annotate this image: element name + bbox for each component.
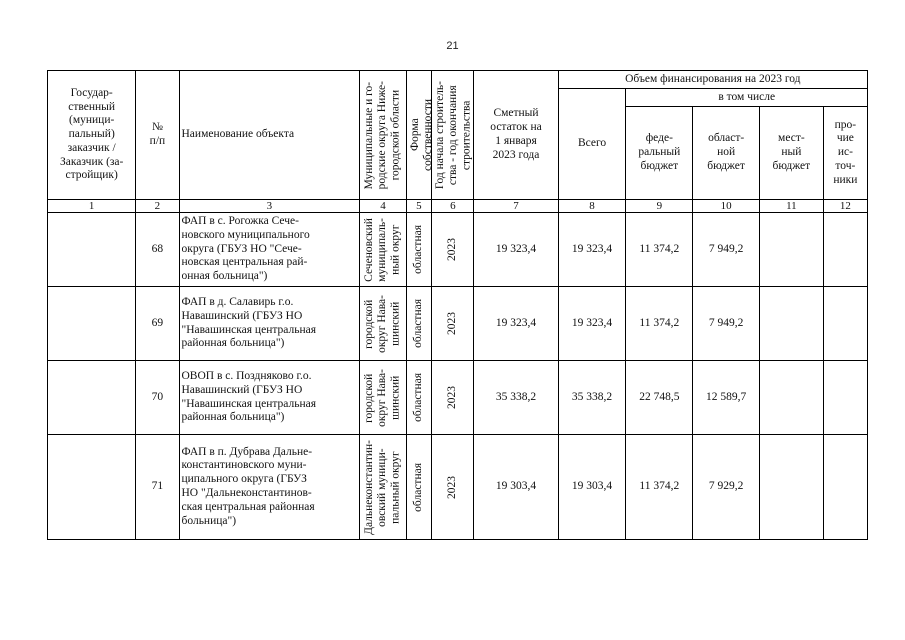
table-row bbox=[48, 287, 868, 361]
header-name: Наименование объекта bbox=[179, 71, 360, 200]
cell-total: 19 323,4 bbox=[558, 287, 626, 361]
cell-name: ФАП в п. Дубрава Дальне- константиновского муни- ципального округа (ГБУЗ НО "Дальнеконстантинов- ская центральная районная больница") bbox=[179, 435, 360, 540]
column-number: 11 bbox=[760, 200, 824, 213]
cell-regional: 12 589,7 bbox=[693, 361, 760, 435]
header-local: мест- ный бюджет bbox=[760, 107, 824, 200]
header-num: № п/п bbox=[136, 71, 179, 200]
cell-municipality: городской округ Нава- шинский bbox=[363, 294, 402, 353]
cell-federal: 11 374,2 bbox=[626, 213, 693, 287]
cell-local bbox=[760, 287, 824, 361]
header-regional: област- ной бюджет bbox=[693, 107, 760, 200]
cell-regional: 7 949,2 bbox=[693, 213, 760, 287]
cell-other bbox=[823, 287, 867, 361]
header-total: Всего bbox=[558, 89, 626, 200]
column-number: 5 bbox=[406, 200, 432, 213]
cell-ownership: областная bbox=[412, 462, 425, 512]
cell-num: 68 bbox=[136, 213, 179, 287]
cell-federal: 11 374,2 bbox=[626, 287, 693, 361]
cell-other bbox=[823, 213, 867, 287]
page-number: 21 bbox=[446, 40, 459, 52]
column-number: 6 bbox=[432, 200, 474, 213]
header-ownership: Форма собственности bbox=[408, 99, 434, 171]
cell-other bbox=[823, 361, 867, 435]
cell-regional: 7 929,2 bbox=[693, 435, 760, 540]
column-number: 2 bbox=[136, 200, 179, 213]
column-number: 9 bbox=[626, 200, 693, 213]
column-number: 7 bbox=[474, 200, 558, 213]
table-row bbox=[48, 213, 868, 287]
cell-municipality: городской округ Нава- шинский bbox=[363, 368, 402, 427]
cell-ownership: областная bbox=[412, 373, 425, 422]
header-federal: феде- ральный бюджет bbox=[626, 107, 693, 200]
cell-name: ОВОП в с. Поздняково г.о. Навашинский (ГБУЗ НО "Навашинская центральная районная больница") bbox=[179, 361, 360, 435]
cell-estimate: 19 303,4 bbox=[474, 435, 558, 540]
cell-ownership: областная bbox=[412, 225, 425, 274]
header-funding: Объем финансирования на 2023 год bbox=[558, 71, 867, 89]
cell-customer bbox=[48, 361, 136, 435]
cell-customer bbox=[48, 213, 136, 287]
cell-total: 19 323,4 bbox=[558, 213, 626, 287]
header-other: про- чие ис- точ- ники bbox=[823, 107, 867, 200]
column-number: 4 bbox=[360, 200, 406, 213]
column-number: 12 bbox=[823, 200, 867, 213]
column-number: 10 bbox=[693, 200, 760, 213]
cell-federal: 11 374,2 bbox=[626, 435, 693, 540]
financing-table bbox=[47, 70, 868, 540]
cell-local bbox=[760, 361, 824, 435]
cell-estimate: 19 323,4 bbox=[474, 213, 558, 287]
header-estimate: Сметный остаток на 1 января 2023 года bbox=[474, 71, 558, 200]
cell-name: ФАП в д. Салавирь г.о. Навашинский (ГБУЗ НО "Навашинская центральная районная больница") bbox=[179, 287, 360, 361]
header-years: Год начала строитель- ства - год окончания строительства bbox=[434, 80, 473, 190]
cell-estimate: 19 323,4 bbox=[474, 287, 558, 361]
cell-total: 35 338,2 bbox=[558, 361, 626, 435]
cell-name: ФАП в с. Рогожка Сече- новского муниципального округа (ГБУЗ НО "Сече- новская центральная рай- онная больница") bbox=[179, 213, 360, 287]
cell-local bbox=[760, 213, 824, 287]
cell-customer bbox=[48, 435, 136, 540]
cell-regional: 7 949,2 bbox=[693, 287, 760, 361]
cell-ownership: областная bbox=[412, 299, 425, 348]
column-number-row bbox=[48, 200, 868, 213]
cell-years: 2023 bbox=[446, 238, 459, 261]
header-including: в том числе bbox=[626, 89, 868, 107]
cell-customer bbox=[48, 287, 136, 361]
cell-num: 70 bbox=[136, 361, 179, 435]
cell-estimate: 35 338,2 bbox=[474, 361, 558, 435]
table-row bbox=[48, 361, 868, 435]
cell-local bbox=[760, 435, 824, 540]
column-number: 3 bbox=[179, 200, 360, 213]
cell-other bbox=[823, 435, 867, 540]
header-municipality: Муниципальные и го- родские округа Ниже- городской области bbox=[363, 80, 402, 190]
cell-years: 2023 bbox=[446, 475, 459, 499]
cell-years: 2023 bbox=[446, 386, 459, 409]
cell-federal: 22 748,5 bbox=[626, 361, 693, 435]
cell-years: 2023 bbox=[446, 312, 459, 335]
column-number: 1 bbox=[48, 200, 136, 213]
cell-num: 69 bbox=[136, 287, 179, 361]
cell-municipality: Сеченовский муниципаль- ный округ bbox=[363, 217, 402, 282]
header-customer: Государ- ственный (муници- пальный) заказчик / Заказчик (за- стройщик) bbox=[48, 71, 136, 200]
cell-municipality: Дальнеконстантин- овский муници- пальный округ bbox=[363, 439, 402, 535]
cell-total: 19 303,4 bbox=[558, 435, 626, 540]
table-row bbox=[48, 435, 868, 540]
cell-num: 71 bbox=[136, 435, 179, 540]
column-number: 8 bbox=[558, 200, 626, 213]
